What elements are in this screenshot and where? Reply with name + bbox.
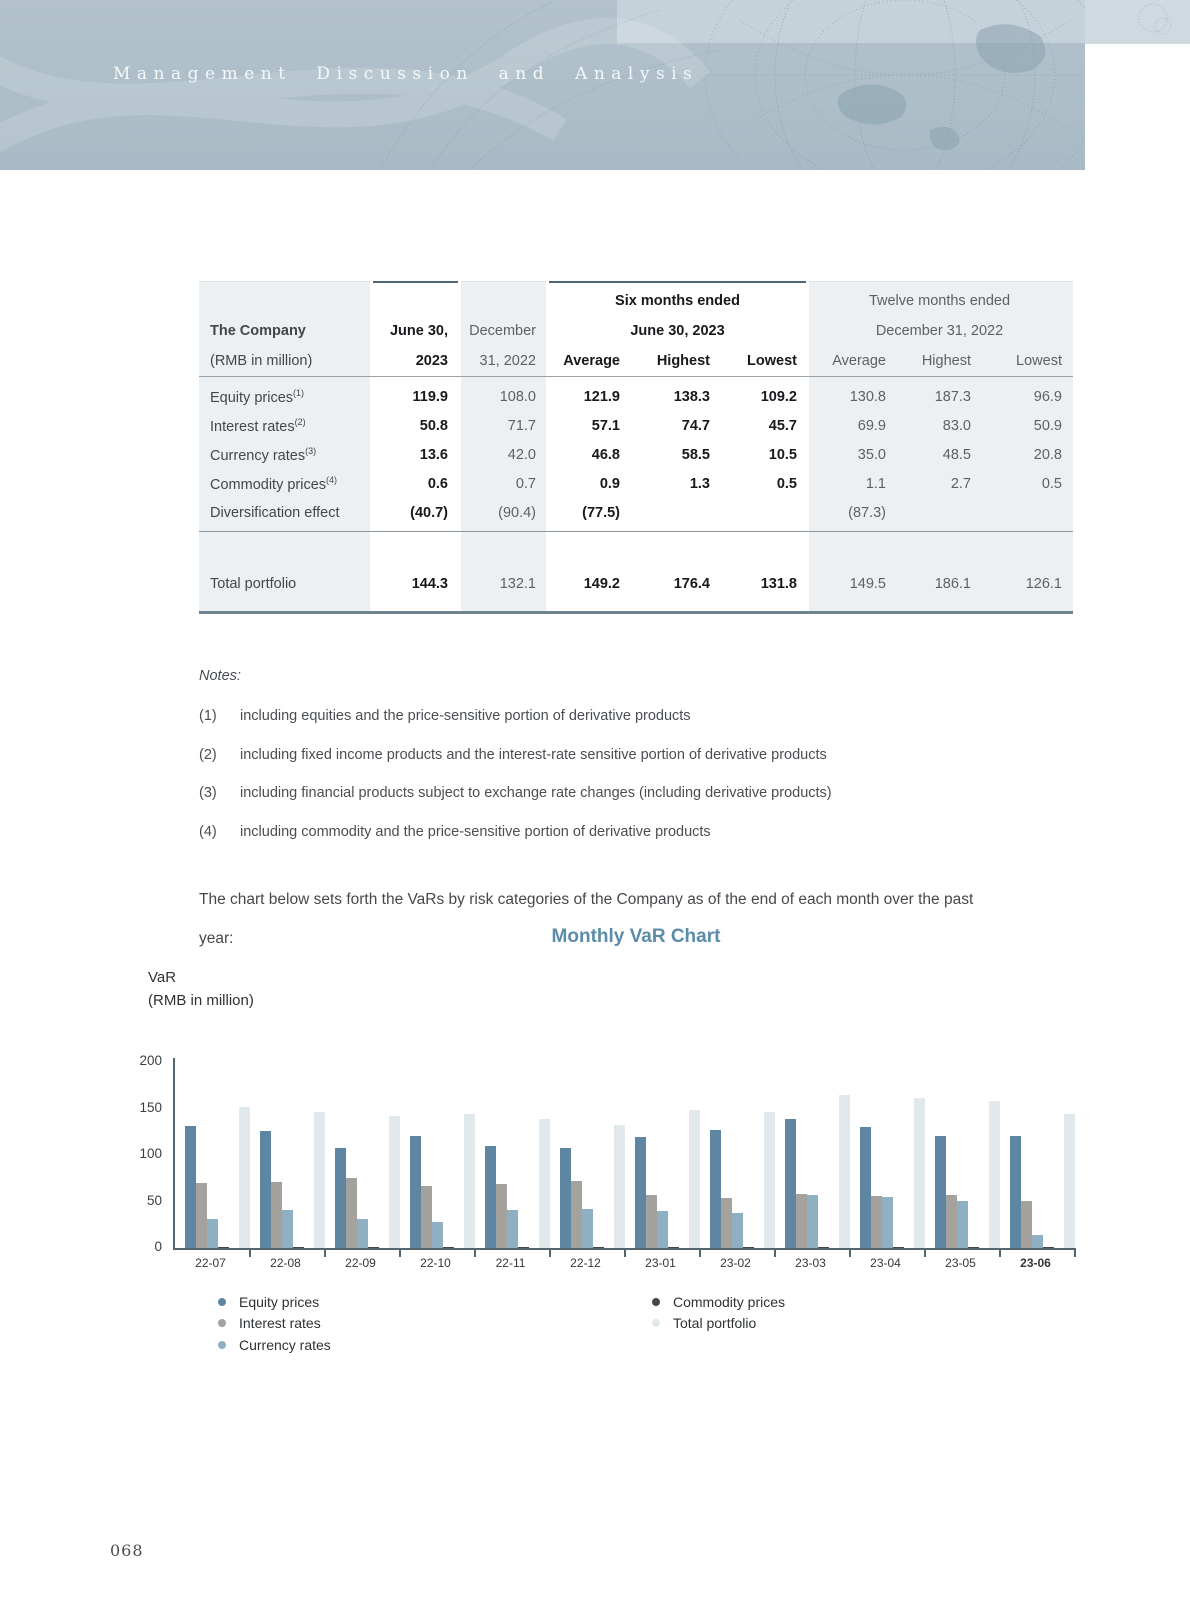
bar-equity-prices xyxy=(560,1148,571,1248)
row-label: Diversification effect xyxy=(210,504,340,521)
note-text: including equities and the price-sensitive portion of derivative products xyxy=(240,708,691,724)
legend-item xyxy=(652,1291,785,1313)
bar-currency-rates xyxy=(432,1222,443,1248)
table-cell: 74.7 xyxy=(681,417,710,434)
y-axis-ticks xyxy=(122,1053,162,1254)
bar-commodity-prices xyxy=(893,1247,904,1248)
table-cell: 0.7 xyxy=(515,475,536,492)
row-label: Equity prices$^{(1)}$ xyxy=(210,387,305,406)
bar-total-portfolio xyxy=(464,1114,475,1248)
bar-group xyxy=(700,1058,775,1248)
bar-group xyxy=(1000,1058,1075,1248)
bar-interest-rates xyxy=(646,1195,657,1248)
bar-chart-plot xyxy=(173,1058,1076,1250)
notes-list xyxy=(199,708,1089,840)
table-cell: 96.9 xyxy=(1033,388,1062,405)
table-cell: 0.5 xyxy=(776,475,797,492)
y-tick-label: 200 xyxy=(139,1053,162,1068)
table-cell: 126.1 xyxy=(1025,576,1062,592)
table-cell: 2.7 xyxy=(950,475,971,492)
page-title: Management Discussion and Analysis xyxy=(113,64,699,84)
col-header-highest: Highest xyxy=(656,353,710,369)
x-tick-label: 23-04 xyxy=(870,1256,901,1270)
x-tick-label: 22-11 xyxy=(495,1256,526,1270)
legend-item xyxy=(218,1313,331,1335)
bar-commodity-prices xyxy=(368,1247,379,1248)
table-cell: 131.8 xyxy=(760,576,797,592)
note-number: (3) xyxy=(199,785,217,801)
bar-currency-rates xyxy=(882,1197,893,1248)
bar-total-portfolio xyxy=(614,1125,625,1248)
bar-group xyxy=(775,1058,850,1248)
col-group-six-months-date: June 30, 2023 xyxy=(630,323,725,339)
table-body xyxy=(199,377,1073,531)
bar-commodity-prices xyxy=(743,1247,754,1248)
bar-interest-rates xyxy=(1021,1201,1032,1248)
paragraph-line: The chart below sets forth the VaRs by risk categories of the Company as of the end of each month over the past xyxy=(199,891,974,908)
bar-interest-rates xyxy=(346,1178,357,1248)
bar-total-portfolio xyxy=(239,1107,250,1248)
legend-item xyxy=(652,1313,785,1335)
table-unit: (RMB in million) xyxy=(210,353,313,369)
bar-commodity-prices xyxy=(443,1247,454,1248)
bar-commodity-prices xyxy=(668,1247,679,1248)
col-group-twelve-months: Twelve months ended xyxy=(868,293,1011,309)
col-header-lowest: Lowest xyxy=(1016,353,1062,369)
table-cell: 119.9 xyxy=(412,388,448,405)
row-label: Total portfolio xyxy=(210,576,297,592)
col-group-twelve-months-date: December 31, 2022 xyxy=(875,323,1004,339)
table-cell: 0.5 xyxy=(1041,475,1062,492)
note-item xyxy=(199,824,1089,840)
bar-group xyxy=(175,1058,250,1248)
legend-dot-commodity-prices xyxy=(652,1298,660,1306)
x-tick-label: 22-08 xyxy=(270,1256,301,1270)
bar-equity-prices xyxy=(710,1130,721,1248)
legend-column xyxy=(652,1291,785,1334)
table-cell: 1.1 xyxy=(865,475,886,492)
bar-currency-rates xyxy=(357,1219,368,1248)
table-cell: 149.2 xyxy=(583,576,620,592)
bar-commodity-prices xyxy=(293,1247,304,1248)
table-row xyxy=(199,382,1073,411)
x-tick-label: 22-09 xyxy=(345,1256,376,1270)
x-tick-label: 23-01 xyxy=(645,1256,676,1270)
bar-commodity-prices xyxy=(968,1247,979,1248)
bar-commodity-prices xyxy=(518,1247,529,1248)
table-cell: (87.3) xyxy=(848,504,886,521)
bar-equity-prices xyxy=(335,1148,346,1248)
bar-currency-rates xyxy=(282,1210,293,1248)
bar-interest-rates xyxy=(196,1183,207,1248)
bar-commodity-prices xyxy=(818,1247,829,1248)
bar-interest-rates xyxy=(871,1196,882,1248)
bar-equity-prices xyxy=(1010,1136,1021,1248)
legend-dot-total-portfolio xyxy=(652,1319,660,1327)
table-cell: 46.8 xyxy=(591,446,620,463)
table-row xyxy=(199,469,1073,498)
x-tick-label: 22-07 xyxy=(195,1256,226,1270)
col-header: June 30, xyxy=(389,323,448,339)
x-tick-label: 22-12 xyxy=(570,1256,601,1270)
col-header-lowest: Lowest xyxy=(747,353,797,369)
notes-title: Notes: xyxy=(199,668,241,684)
bar-equity-prices xyxy=(635,1137,646,1248)
table-cell: 130.8 xyxy=(849,388,886,405)
table-title: The Company xyxy=(210,323,306,339)
table-header xyxy=(199,281,1073,376)
x-tick-label: 23-06 xyxy=(1020,1256,1051,1270)
page-number: 068 xyxy=(110,1541,144,1560)
col-header: 2023 xyxy=(415,353,448,369)
legend-dot-equity-prices xyxy=(218,1298,226,1306)
table-cell: 57.1 xyxy=(591,417,620,434)
bar-interest-rates xyxy=(421,1186,432,1248)
legend-dot-currency-rates xyxy=(218,1341,226,1349)
bar-total-portfolio xyxy=(1064,1114,1075,1248)
legend-label: Commodity prices xyxy=(673,1293,786,1310)
bar-group xyxy=(925,1058,1000,1248)
y-axis-label-line: (RMB in million) xyxy=(148,992,254,1009)
col-header: December xyxy=(469,323,536,339)
page-header-banner xyxy=(0,0,1085,170)
row-label: Currency rates$^{(3)}$ xyxy=(210,445,317,464)
table-cell: (40.7) xyxy=(410,504,448,521)
bar-equity-prices xyxy=(935,1136,946,1248)
bar-total-portfolio xyxy=(539,1119,550,1248)
table-cell: 144.3 xyxy=(411,576,448,592)
bar-currency-rates xyxy=(732,1213,743,1248)
table-spacer-row xyxy=(199,532,1073,565)
table-cell: 58.5 xyxy=(681,446,710,463)
bar-currency-rates xyxy=(1032,1235,1043,1248)
chart-title: Monthly VaR Chart xyxy=(551,926,721,947)
y-tick-label: 0 xyxy=(154,1239,162,1254)
note-item xyxy=(199,785,1089,801)
row-label: Commodity prices$^{(4)}$ xyxy=(210,474,338,493)
table-row-total xyxy=(199,565,1073,611)
bar-interest-rates xyxy=(946,1195,957,1248)
table-cell: 20.8 xyxy=(1033,446,1062,463)
table-cell: 13.6 xyxy=(419,446,448,463)
bar-equity-prices xyxy=(785,1119,796,1248)
corner-decoration xyxy=(1085,0,1190,44)
table-cell: (90.4) xyxy=(498,504,536,521)
table-cell: 50.8 xyxy=(419,417,448,434)
x-tick-label: 22-10 xyxy=(420,1256,451,1270)
table-cell: 0.6 xyxy=(427,475,448,492)
table-cell: 71.7 xyxy=(507,417,536,434)
bar-equity-prices xyxy=(860,1127,871,1248)
table-cell: 83.0 xyxy=(942,417,971,434)
y-axis-label xyxy=(148,966,254,1012)
bar-currency-rates xyxy=(582,1209,593,1248)
bar-interest-rates xyxy=(796,1194,807,1248)
note-number: (2) xyxy=(199,746,217,763)
table-cell: 149.5 xyxy=(849,576,886,592)
bar-group xyxy=(400,1058,475,1248)
x-axis-labels xyxy=(173,1256,1074,1274)
table-cell: 138.3 xyxy=(673,388,710,405)
table-cell: 109.2 xyxy=(760,388,797,405)
bar-commodity-prices xyxy=(593,1247,604,1248)
bar-total-portfolio xyxy=(839,1095,850,1248)
table-cell: 50.9 xyxy=(1033,417,1062,434)
bar-currency-rates xyxy=(957,1201,968,1248)
table-total-section xyxy=(199,565,1073,611)
note-number: (4) xyxy=(199,823,217,840)
legend-label: Interest rates xyxy=(239,1315,321,1332)
bar-group xyxy=(250,1058,325,1248)
legend-item xyxy=(218,1291,331,1313)
x-tick-label: 23-03 xyxy=(795,1256,826,1270)
table-cell: 42.0 xyxy=(507,446,536,463)
bar-group xyxy=(325,1058,400,1248)
var-table xyxy=(199,281,1073,614)
note-item xyxy=(199,708,1089,724)
legend-column xyxy=(218,1291,331,1356)
bar-group xyxy=(850,1058,925,1248)
table-cell: 48.5 xyxy=(942,446,971,463)
y-tick-label: 150 xyxy=(139,1099,162,1115)
note-text: including financial products subject to exchange rate changes (including derivative products) xyxy=(240,785,832,801)
table-bottom-rule xyxy=(199,611,1073,614)
bar-total-portfolio xyxy=(689,1110,700,1248)
bar-equity-prices xyxy=(260,1131,271,1248)
bar-interest-rates xyxy=(271,1182,282,1248)
bar-currency-rates xyxy=(507,1210,518,1248)
col-group-six-months: Six months ended xyxy=(615,293,740,309)
table-cell: 132.1 xyxy=(499,576,536,592)
bar-total-portfolio xyxy=(314,1112,325,1248)
row-label: Interest rates$^{(2)}$ xyxy=(210,416,306,435)
note-text: including commodity and the price-sensitive portion of derivative products xyxy=(240,823,711,840)
x-tick-label: 23-05 xyxy=(945,1256,976,1270)
table-cell: 121.9 xyxy=(583,388,620,405)
bar-total-portfolio xyxy=(914,1098,925,1248)
notes-section xyxy=(199,668,1089,862)
table-cell: (77.5) xyxy=(582,504,620,521)
legend-label: Total portfolio xyxy=(673,1315,757,1332)
bar-total-portfolio xyxy=(989,1101,1000,1248)
col-header-highest: Highest xyxy=(921,353,971,369)
x-axis-tick xyxy=(1074,1250,1076,1257)
table-cell: 69.9 xyxy=(857,417,886,434)
bar-total-portfolio xyxy=(764,1112,775,1248)
bar-group xyxy=(475,1058,550,1248)
bar-commodity-prices xyxy=(1043,1247,1054,1248)
bar-interest-rates xyxy=(496,1184,507,1248)
bar-group xyxy=(625,1058,700,1248)
table-cell: 176.4 xyxy=(673,576,710,592)
table-cell: 35.0 xyxy=(857,446,886,463)
table-cell: 10.5 xyxy=(768,446,797,463)
table-cell: 186.1 xyxy=(934,576,971,592)
bar-currency-rates xyxy=(207,1219,218,1248)
bar-commodity-prices xyxy=(218,1247,229,1248)
table-row xyxy=(199,440,1073,469)
table-cell: 1.3 xyxy=(689,475,710,492)
table-cell: 187.3 xyxy=(934,388,971,405)
world-map-decoration xyxy=(0,0,1085,170)
table-cell: 45.7 xyxy=(768,417,797,434)
table-row xyxy=(199,498,1073,527)
note-number: (1) xyxy=(199,708,217,724)
y-tick-label: 100 xyxy=(139,1146,162,1161)
table-cell: 108.0 xyxy=(499,388,536,405)
bar-equity-prices xyxy=(410,1136,421,1248)
bar-currency-rates xyxy=(657,1211,668,1248)
col-header-average: Average xyxy=(832,353,886,369)
table-row xyxy=(199,411,1073,440)
bar-currency-rates xyxy=(807,1195,818,1248)
col-header: 31, 2022 xyxy=(479,353,536,369)
bar-interest-rates xyxy=(571,1181,582,1248)
col-header-average: Average xyxy=(563,353,620,369)
x-tick-label: 23-02 xyxy=(720,1256,751,1270)
y-tick-label: 50 xyxy=(146,1192,162,1208)
table-cell: 0.9 xyxy=(599,475,620,492)
y-axis-label-line: VaR xyxy=(148,969,177,986)
legend-item xyxy=(218,1334,331,1356)
bar-equity-prices xyxy=(185,1126,196,1248)
note-item xyxy=(199,747,1089,763)
bar-equity-prices xyxy=(485,1146,496,1248)
bar-total-portfolio xyxy=(389,1116,400,1248)
bar-interest-rates xyxy=(721,1198,732,1248)
note-text: including fixed income products and the interest-rate sensitive portion of derivative products xyxy=(240,746,827,763)
legend-dot-interest-rates xyxy=(218,1319,226,1327)
legend-label: Equity prices xyxy=(239,1293,320,1310)
legend-label: Currency rates xyxy=(239,1336,331,1353)
paragraph-line: year: xyxy=(199,930,234,947)
bar-group xyxy=(550,1058,625,1248)
